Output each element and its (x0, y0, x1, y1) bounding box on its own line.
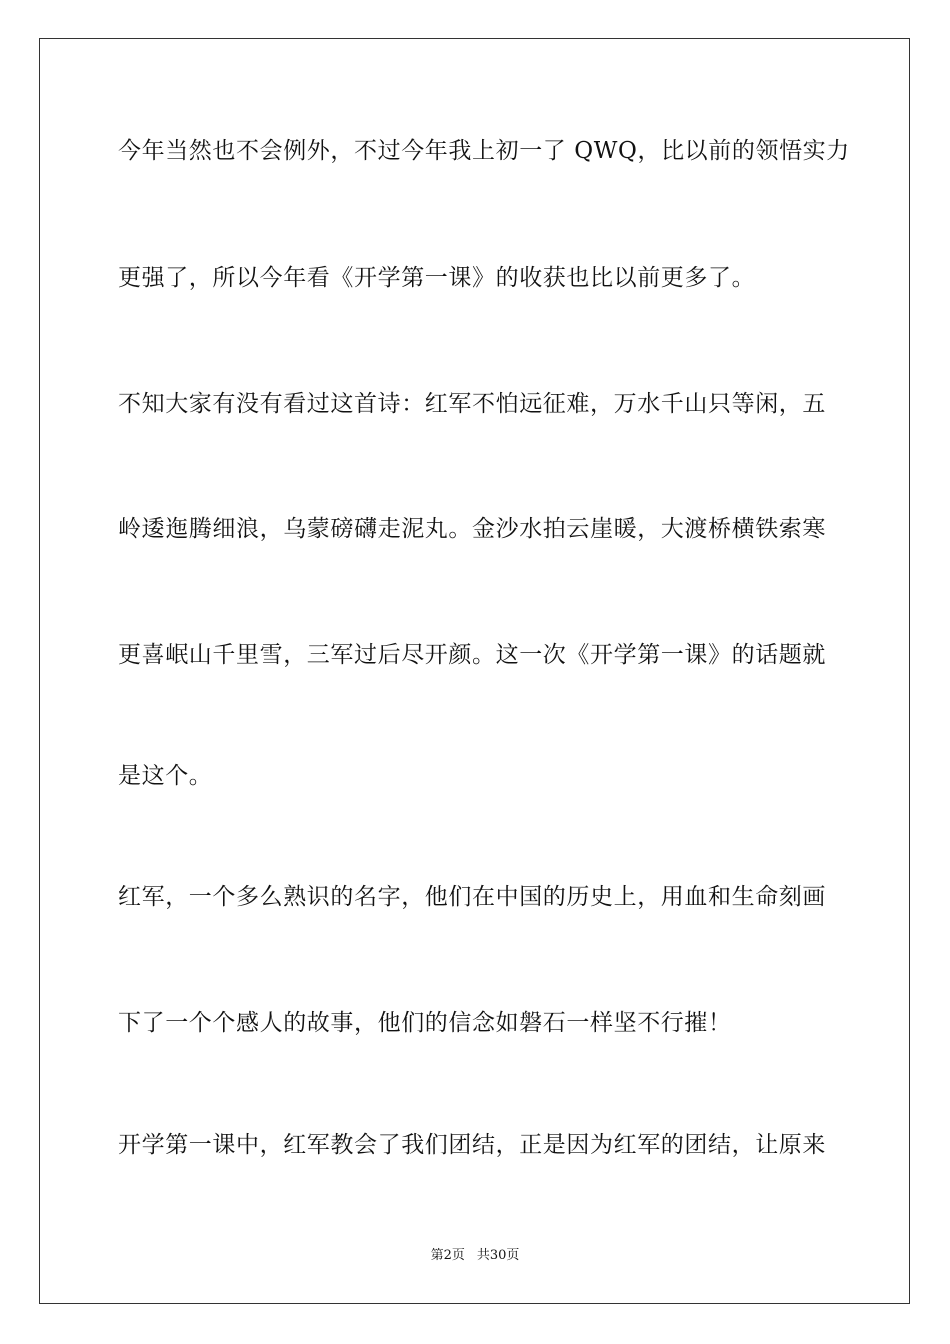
text-line: 更强了，所以今年看《开学第一课》的收获也比以前更多了。 (118, 265, 756, 291)
text-line: 更喜岷山千里雪，三军过后尽开颜。这一次《开学第一课》的话题就 (118, 642, 826, 668)
text-line: 下了一个个感人的故事，他们的信念如磐石一样坚不行摧！ (118, 1010, 732, 1036)
text-line: 红军，一个多么熟识的名字，他们在中国的历史上，用血和生命刻画 (118, 884, 826, 910)
page-footer (0, 1247, 950, 1265)
page-total: 共30页 (476, 1248, 520, 1263)
text-line: 是这个。 (118, 763, 213, 789)
text-line: 开学第一课中，红军教会了我们团结，正是因为红军的团结，让原来 (118, 1132, 826, 1158)
text-line: 今年当然也不会例外，不过今年我上初一了 QWQ，比以前的领悟实力 (118, 138, 850, 164)
text-line: 不知大家有没有看过这首诗：红军不怕远征难，万水千山只等闲，五 (118, 391, 826, 417)
page-number: 第2页 (430, 1248, 465, 1263)
text-line: 岭逶迤腾细浪，乌蒙磅礴走泥丸。金沙水拍云崖暖，大渡桥横铁索寒 (118, 516, 826, 542)
page-frame (39, 38, 910, 1304)
